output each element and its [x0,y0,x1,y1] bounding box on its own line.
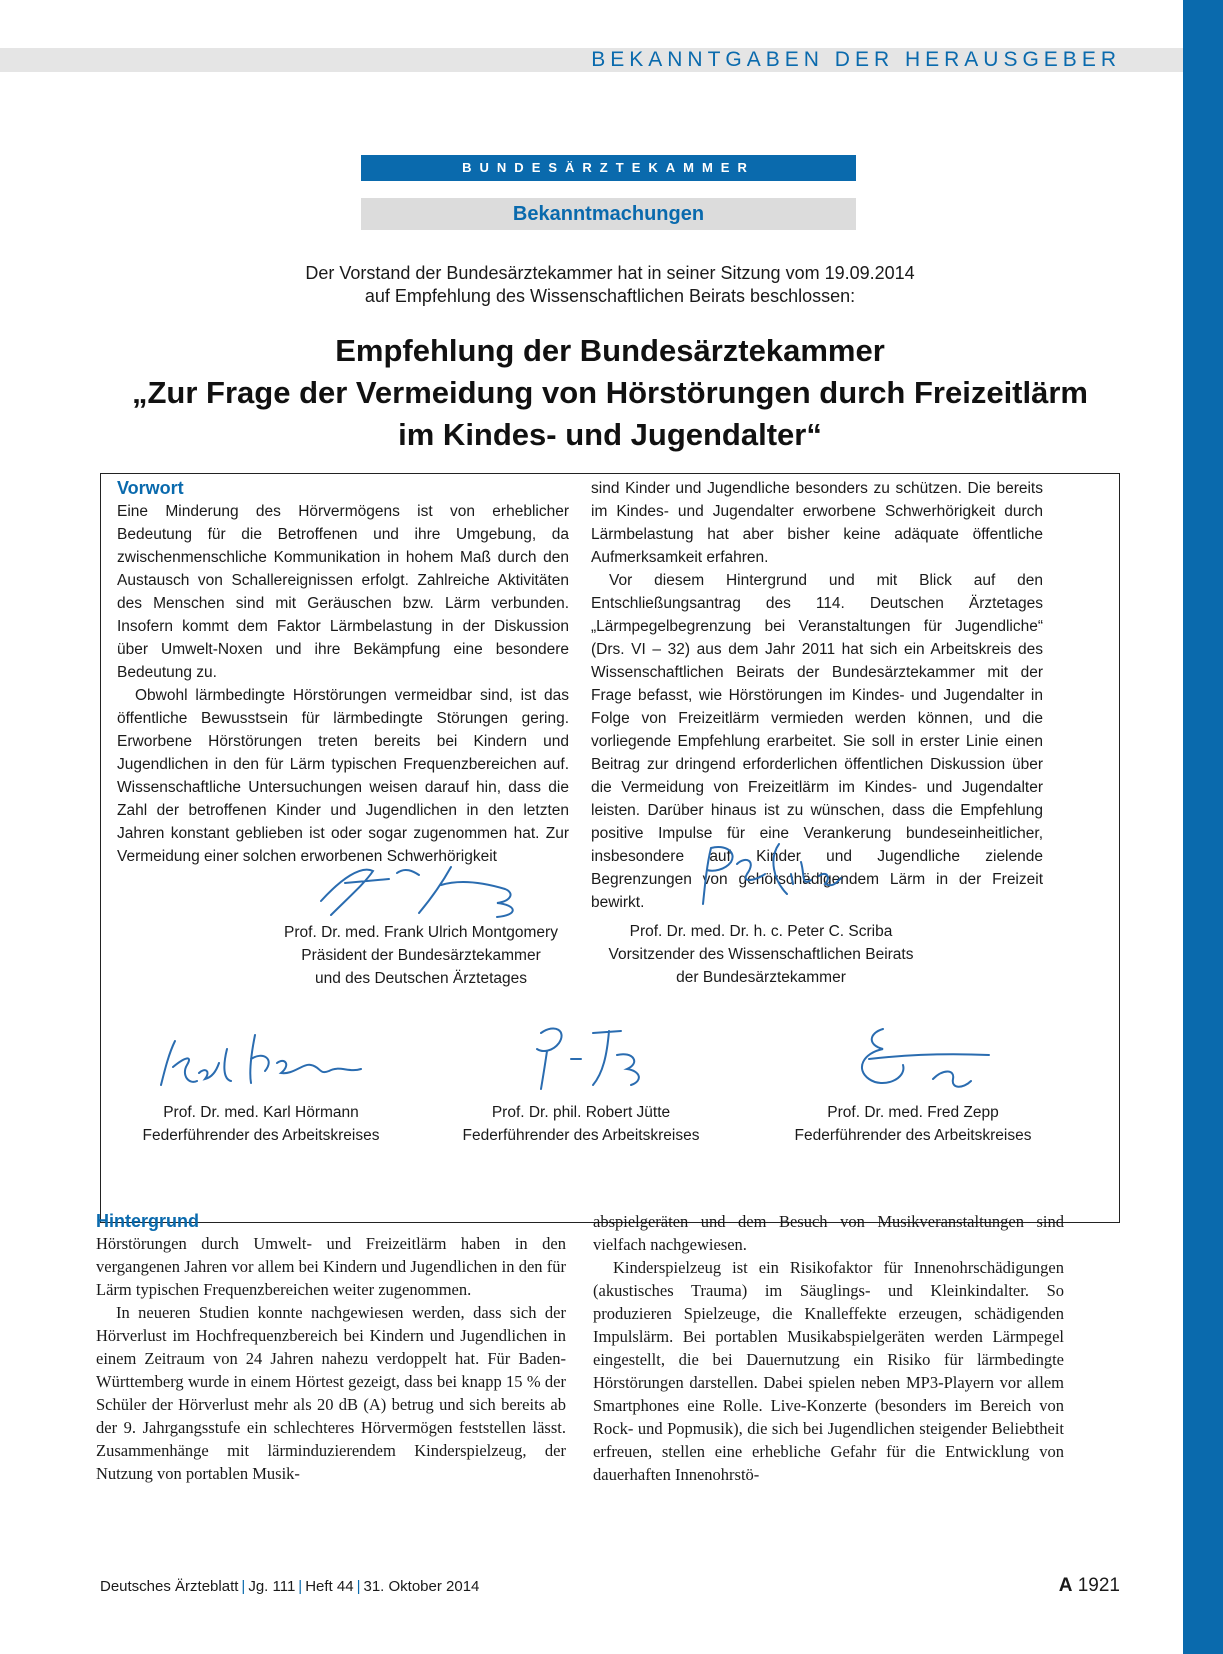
paragraph: sind Kinder und Jugendliche besonders zu schützen. Die bereits im Kindes- und Jugendalter erworbene Schwerhörigkeit durch Lärmbelastung hat aber bisher keine adäquate öffentliche Aufmerksamkeit erfahren. [591,480,1043,566]
signatory-role: Vorsitzender des Wissenschaftlichen Beirats [608,946,914,963]
paragraph: Obwohl lärmbedingte Hörstörungen vermeidbar sind, ist das öffentliche Bewusstsein für lärmbedingte Störungen gering. Erworbene Hörstörungen treten bereits bei Kindern und Jugendlichen in den für Lärm typischen Frequenzbereichen auf. Wissenschaftliche Untersuchungen weisen darauf hin, dass die Zahl der betroffenen Kinder und Jugendlichen in den letzten Jahren konstant geblieben ist oder sogar zugenommen hat. Zur Vermeidung einer solchen erworbenen Schwerhörigkeit [117,687,569,865]
signature-image [783,1019,1043,1101]
paragraph: Vor diesem Hintergrund und mit Blick auf den Entschließungsantrag des 114. Deutschen Ärztetages „Lärmpegelbegrenzung bei Veranstaltungen für Jugendliche“ (Drs. VI – 32) aus dem Jahr 2011 hat sich ein Arbeitskreis des Wissenschaftlichen Beirats der Bundesärztekammer mit der Frage befasst, wie Hörstörungen im Kindes- und Jugendalter in Folge von Freizeitlärm vermieden werden können, und die vorliegende Empfehlung erarbeitet. Sie soll in erster Linie einen Beitrag zur dringend erforderlichen öffentlichen Diskussion über die Vermeidung von Freizeitlärm im Kindes- und Jugendalter leisten. Darüber hinaus ist zu wünschen, dass die Empfehlung positive Impulse für eine Verankerung bundeseinheitlicher, insbesondere auf Kinder und Jugendliche zielende Begrenzungen von gehörschädigendem Lärm in der Freizeit bewirkt. [591,572,1043,911]
signatory-role: Präsident der Bundesärztekammer [301,947,541,964]
paragraph: Kinderspielzeug ist ein Risikofaktor für Innenohrschädigungen (akustisches Trauma) im Säuglings- und Kleinkindalter. So produzieren Spielzeuge, die Knalleffekte erzeugen, schädigenden Impulslärm. Bei portablen Musikabspielgeräten werden Lärmpegel eingestellt, die bei Dauernutzung ein Risiko für lärmbedingte Hörstörungen darstellen. Dabei spielen neben MP3-Playern vor allem Smartphones eine Rolle. Live-Konzerte (besonders im Bereich von Rock- und Popmusik), die sich bei Jugendlichen steigender Beliebtheit erfreuen, stellen eine erhebliche Gefahr für die Entwicklung von dauerhaften Innenohrstö- [593,1258,1064,1484]
signatory-role: und des Deutschen Ärztetages [315,970,527,987]
intro-text [200,262,1020,308]
footer-volume: Jg. 111 [248,1578,296,1595]
intro-line: auf Empfehlung des Wissenschaftlichen Beirats beschlossen: [364,286,856,306]
signature-image [641,834,881,920]
page-prefix: A [1058,1575,1073,1596]
subkicker-label: Bekanntmachungen [361,198,856,230]
signatory-name: Prof. Dr. med. Karl Hörmann [163,1104,359,1121]
intro-line: Der Vorstand der Bundesärztekammer hat in seiner Sitzung vom 19.09.2014 [305,263,915,283]
section-header-band [0,48,1183,72]
page-title [120,330,1100,456]
title-line: im Kindes- und Jugendalter“ [398,417,822,452]
hintergrund-right-column [593,1210,1064,1486]
title-line: „Zur Frage der Vermeidung von Hörstörungen durch Freizeitlärm [132,375,1088,410]
signatory-name: Prof. Dr. med. Fred Zepp [827,1104,999,1121]
signatory-name: Prof. Dr. med. Dr. h. c. Peter C. Scriba [629,923,893,940]
vorwort-box [100,473,1120,1223]
signatory-role: Federführender des Arbeitskreises [462,1127,700,1144]
signatory-scriba [601,834,921,989]
kicker-label: BUNDESÄRZTEKAMMER [361,155,856,181]
section-header-label: BEKANNTGABEN DER HERAUSGEBER [591,48,1121,71]
hintergrund-heading: Hintergrund [96,1211,199,1231]
vorwort-heading: Vorwort [117,478,184,498]
signatory-name: Prof. Dr. med. Frank Ulrich Montgomery [284,924,558,941]
hintergrund-left-column [96,1210,566,1485]
signatory-role: Federführender des Arbeitskreises [142,1127,380,1144]
signatory-role: der Bundesärztekammer [676,969,846,986]
page-number [1059,1575,1120,1597]
title-line: Empfehlung der Bundesärztekammer [335,333,885,368]
signature-image [301,849,541,921]
footer-journal: Deutsches Ärzteblatt [100,1578,239,1595]
vorwort-left-column [117,476,569,868]
signatory-zepp [753,1019,1073,1147]
footer-date: 31. Oktober 2014 [363,1578,480,1595]
page-footer: Deutsches Ärzteblatt | Jg. 111 | Heft 44 | 31. Oktober 2014 A 1921 [100,1575,1120,1596]
signatory-juette [421,1009,741,1147]
signature-image [131,1019,391,1101]
signatory-name: Prof. Dr. phil. Robert Jütte [491,1104,671,1121]
paragraph: In neueren Studien konnte nachgewiesen werden, dass sich der Hörverlust im Hochfrequenzbereich bei Kindern und Jugendlichen in einem Zeitraum von 24 Jahren nahezu verdoppelt hat. Für Baden-Württemberg wurde in einem Hörtest gezeigt, dass bei knapp 15 % der Schüler der Hörverlust mehr als 20 dB (A) betrug und sich bereits ab der 9. Jahrgangsstufe ein schlechteres Hörvermögen feststellen lässt. Zusammenhänge mit lärminduzierendem Kinderspielzeug, der Nutzung von portablen Musik- [96,1303,566,1483]
paragraph: Eine Minderung des Hörvermögens ist von erheblicher Bedeutung für die Betroffenen und ihre Umgebung, da zwischenmenschliche Kommunikation in hohem Maß durch den Austausch von Schallereignissen erfolgt. Zahlreiche Aktivitäten des Menschen sind mit Geräuschen bzw. Lärm verbunden. Insofern kommt dem Faktor Lärmbelastung in der Diskussion über Umwelt-Noxen und ihre Bekämpfung eine besondere Bedeutung zu. [117,503,569,681]
page-number-value: 1921 [1077,1575,1120,1596]
signatory-montgomery [261,849,581,990]
paragraph: abspielgeräten und dem Besuch von Musikveranstaltungen sind vielfach nachgewiesen. [593,1212,1064,1254]
paragraph: Hörstörungen durch Umwelt- und Freizeitlärm haben in den vergangenen Jahren vor allem bei Kindern und Jugendlichen in den für Lärm typischen Frequenzbereichen weiter zugenommen. [96,1234,566,1299]
signatory-role: Federführender des Arbeitskreises [794,1127,1032,1144]
edge-color-bar [1183,0,1223,1654]
signature-image [471,1009,691,1101]
footer-issue: Heft 44 [305,1578,354,1595]
signatory-hoermann [101,1019,421,1147]
